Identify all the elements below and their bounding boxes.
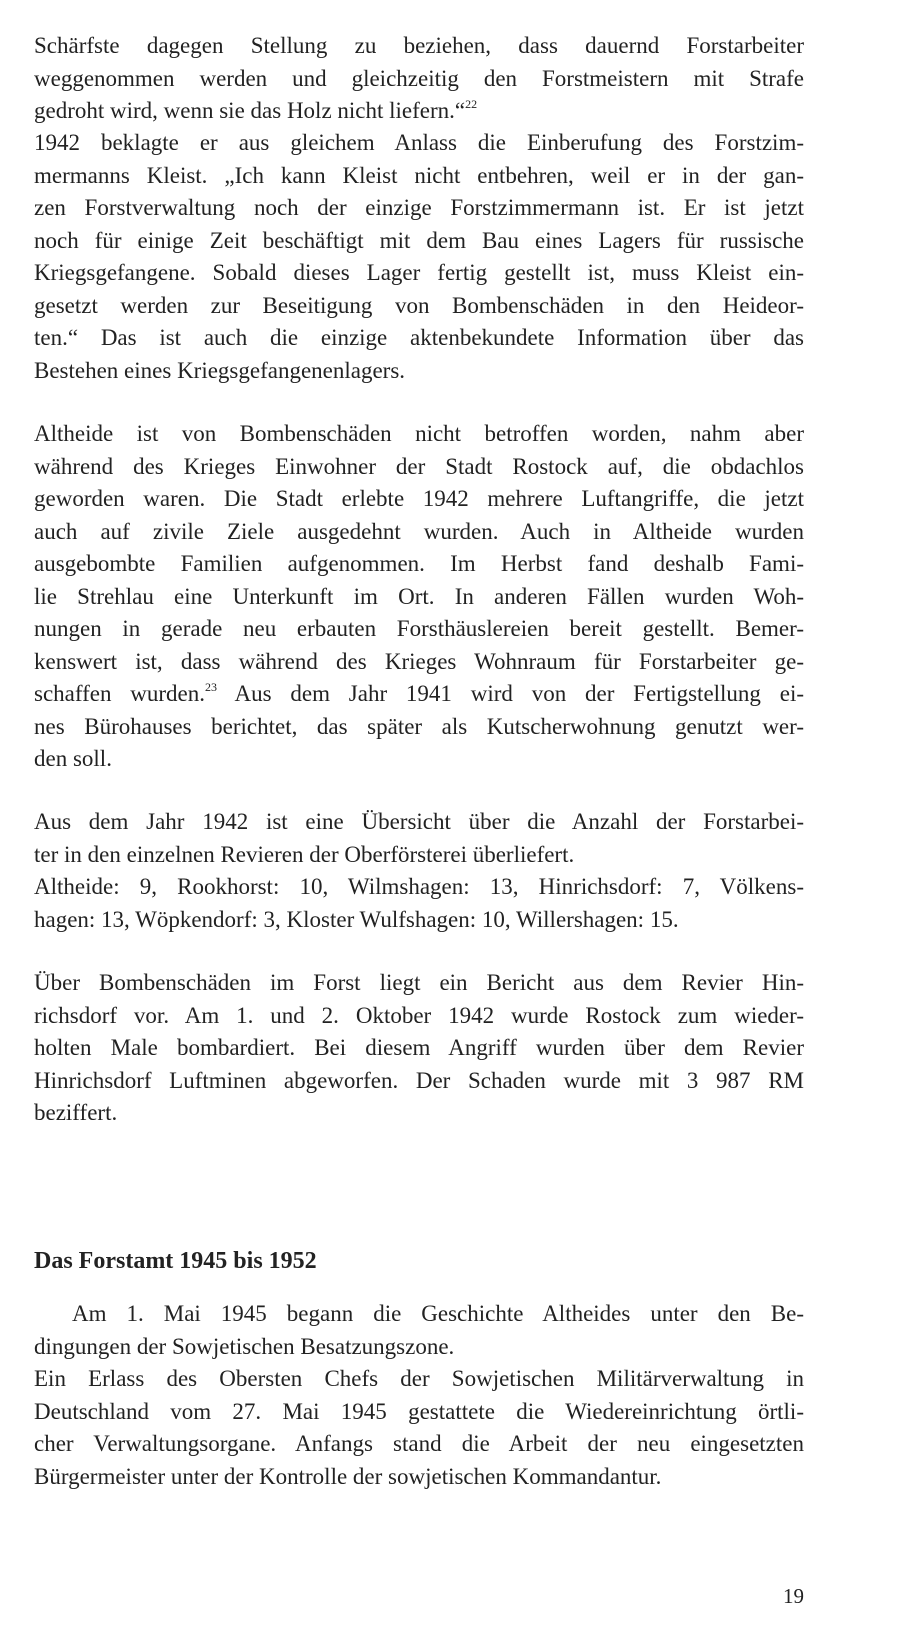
footnote-marker: 23: [205, 680, 218, 694]
paragraph-bombenschaeden: [34, 418, 804, 776]
paragraph-quote-end: [34, 30, 804, 128]
paragraph-revier-counts: [34, 871, 804, 936]
text-line: Ein Erlass des Obersten Chefs der Sowjetischen Militärverwaltung in: [34, 1366, 804, 1391]
paragraph-kleist: [34, 127, 804, 387]
text-line: 1942 beklagte er aus gleichem Anlass die Einberufung des Forstzim-: [34, 130, 804, 155]
paragraph-uebersicht: [34, 806, 804, 871]
text-line: geworden waren. Die Stadt erlebte 1942 mehrere Luftangriffe, die jetzt: [34, 486, 804, 511]
text-line: Altheide: 9, Rookhorst: 10, Wilmshagen: 13, Hinrichsdorf: 7, Völkens-: [34, 874, 804, 899]
text-line: ten.“ Das ist auch die einzige aktenbekundete Information über das: [34, 325, 804, 350]
text-line: Am 1. Mai 1945 begann die Geschichte Altheides unter den Be-: [72, 1301, 804, 1326]
text-line: Kriegsgefangene. Sobald dieses Lager fertig gestellt ist, muss Kleist ein-: [34, 260, 804, 285]
text-line: ter in den einzelnen Revieren der Oberförsterei überliefert.: [34, 841, 575, 867]
section-paragraph-intro: [34, 1298, 804, 1363]
text-line: beziffert.: [34, 1100, 118, 1125]
text-line: kenswert ist, dass während des Krieges Wohnraum für Forstarbeiter ge-: [34, 648, 804, 674]
text-line: Bürgermeister unter der Kontrolle der sowjetischen Kommandantur.: [34, 1463, 662, 1489]
text-line: nes Bürohauses berichtet, das später als Kutscherwohnung genutzt wer-: [34, 713, 804, 739]
text-line: auch auf zivile Ziele ausgedehnt wurden. Auch in Altheide wurden: [34, 518, 804, 544]
text-line: nungen in gerade neu erbauten Forsthäuslereien bereit gestellt. Bemer-: [34, 616, 804, 641]
text-line: ausgebombte Familien aufgenommen. Im Herbst fand deshalb Fami-: [34, 551, 804, 576]
text-line: weggenommen werden und gleichzeitig den Forstmeistern mit Strafe: [34, 65, 804, 91]
text-line: während des Krieges Einwohner der Stadt Rostock auf, die obdachlos: [34, 453, 804, 479]
page-number: 19: [783, 1584, 804, 1608]
text-line: Altheide ist von Bombenschäden nicht betroffen worden, nahm aber: [34, 421, 804, 446]
text-line: noch für einige Zeit beschäftigt mit dem Bau eines Lagers für russische: [34, 227, 804, 253]
text-line: cher Verwaltungsorgane. Anfangs stand die Arbeit der neu eingesetzten: [34, 1431, 804, 1456]
text-line: Deutschland vom 27. Mai 1945 gestattete die Wiedereinrichtung örtli-: [34, 1398, 804, 1424]
text-line: den soll.: [34, 746, 112, 771]
text-line: Aus dem Jahr 1942 ist eine Übersicht über die Anzahl der Forstarbei-: [34, 809, 804, 834]
text-line: hagen: 13, Wöpkendorf: 3, Kloster Wulfshagen: 10, Willershagen: 15.: [34, 906, 679, 932]
text-line: richsdorf vor. Am 1. und 2. Oktober 1942 wurde Rostock zum wieder-: [34, 1002, 804, 1028]
text-line: [34, 95, 804, 128]
text-line: Über Bombenschäden im Forst liegt ein Bericht aus dem Revier Hin-: [34, 970, 804, 995]
text-line-content: Aus dem Jahr 1941 wird von der Fertigstellung ei-: [217, 681, 804, 706]
text-line: Schärfste dagegen Stellung zu beziehen, dass dauernd Forstarbeiter: [34, 33, 804, 58]
text-line: Hinrichsdorf Luftminen abgeworfen. Der Schaden wurde mit 3 987 RM: [34, 1067, 804, 1093]
text-line: holten Male bombardiert. Bei diesem Angriff wurden über dem Revier: [34, 1035, 804, 1060]
text-line: mermanns Kleist. „Ich kann Kleist nicht entbehren, weil er in der gan-: [34, 162, 804, 188]
text-line-content: gedroht wird, wenn sie das Holz nicht liefern.“: [34, 98, 466, 123]
text-line: lie Strehlau eine Unterkunft im Ort. In anderen Fällen wurden Woh-: [34, 583, 804, 609]
text-line: Bestehen eines Kriegsgefangenenlagers.: [34, 357, 406, 383]
section-heading: Das Forstamt 1945 bis 1952: [34, 1248, 317, 1274]
text-line: [34, 678, 804, 711]
paragraph-luftminen: [34, 967, 804, 1130]
section-paragraph-erlass: [34, 1363, 804, 1493]
text-line: gesetzt werden zur Beseitigung von Bombenschäden in den Heideor-: [34, 292, 804, 318]
text-line-content: schaffen wurden.: [34, 681, 206, 706]
text-line: dingungen der Sowjetischen Besatzungszone.: [34, 1333, 455, 1359]
footnote-marker: 22: [465, 97, 478, 111]
text-line: zen Forstverwaltung noch der einzige Forstzimmermann ist. Er ist jetzt: [34, 195, 804, 220]
